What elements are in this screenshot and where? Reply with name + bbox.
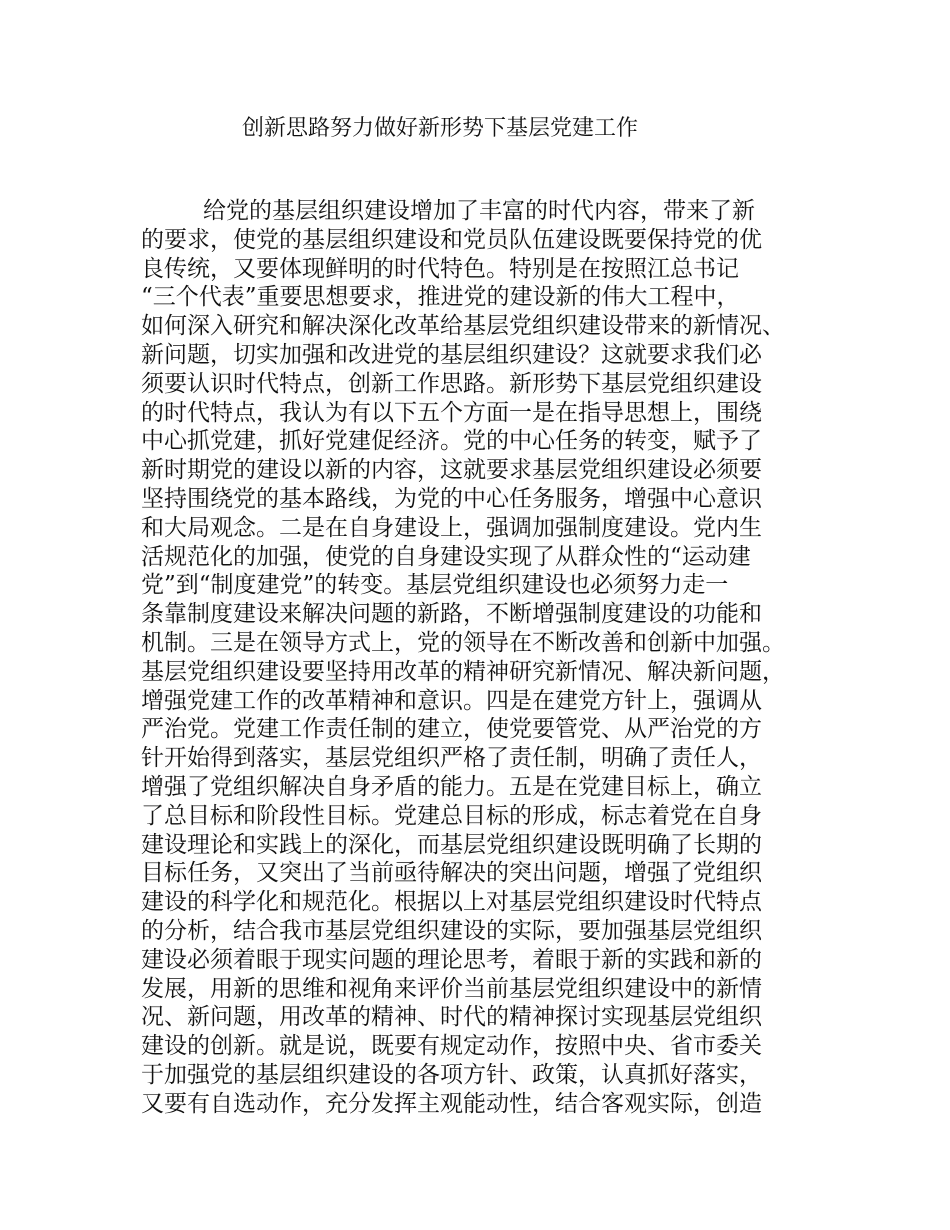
paragraph-line: 严治党。党建工作责任制的建立，使党要管党、从严治党的方	[141, 716, 762, 743]
paragraph-line: 的分析，结合我市基层党组织建设的实际，要加强基层党组织	[141, 917, 762, 944]
paragraph-line: 发展，用新的思维和视角来评价当前基层党组织建设中的新情	[141, 975, 762, 1002]
paragraph-line: 须要认识时代特点，创新工作思路。新形势下基层党组织建设	[141, 370, 762, 397]
paragraph-line: 活规范化的加强，使党的自身建设实现了从群众性的“运动建	[141, 543, 751, 570]
paragraph-line: 和大局观念。二是在自身建设上，强调加强制度建设。党内生	[141, 514, 762, 541]
paragraph-line: 建设理论和实践上的深化，而基层党组织建设既明确了长期的	[141, 831, 762, 858]
document-body	[141, 197, 821, 1119]
paragraph-line: “三个代表”重要思想要求，推进党的建设新的伟大工程中，	[141, 284, 740, 311]
paragraph-line: 基层党组织建设要坚持用改革的精神研究新情况、解决新问题，	[141, 658, 785, 685]
paragraph-line: 给党的基层组织建设增加了丰富的时代内容，带来了新	[203, 198, 755, 224]
paragraph-line: 党”到“制度建党”的转变。基层党组织建设也必须努力走一	[141, 572, 729, 599]
paragraph-line: 如何深入研究和解决深化改革给基层党组织建设带来的新情况、	[141, 313, 785, 340]
paragraph-line: 的时代特点，我认为有以下五个方面一是在指导思想上，围绕	[141, 399, 762, 426]
document-title: 创新思路努力做好新形势下基层党建工作	[241, 116, 638, 141]
paragraph-line: 中心抓党建，抓好党建促经济。党的中心任务的转变，赋予了	[141, 428, 762, 455]
paragraph-line: 坚持围绕党的基本路线，为党的中心任务服务，增强中心意识	[141, 485, 762, 512]
paragraph-line: 增强了党组织解决自身矛盾的能力。五是在党建目标上，确立	[141, 773, 762, 800]
paragraph-line: 又要有自选动作，充分发挥主观能动性，结合客观实际，创造	[141, 1090, 762, 1117]
paragraph-line: 条靠制度建设来解决问题的新路，不断增强制度建设的功能和	[141, 601, 762, 628]
paragraph-line: 了总目标和阶段性目标。党建总目标的形成，标志着党在自身	[141, 802, 762, 829]
paragraph-line: 新时期党的建设以新的内容，这就要求基层党组织建设必须要	[141, 457, 762, 484]
paragraph-line: 针开始得到落实，基层党组织严格了责任制，明确了责任人，	[141, 745, 762, 772]
paragraph-line: 目标任务，又突出了当前亟待解决的突出问题，增强了党组织	[141, 860, 762, 887]
paragraph-line: 建设的创新。就是说，既要有规定动作，按照中央、省市委关	[141, 1033, 762, 1060]
paragraph-line: 的要求，使党的基层组织建设和党员队伍建设既要保持党的优	[141, 226, 762, 253]
paragraph-line: 于加强党的基层组织建设的各项方针、政策，认真抓好落实，	[141, 1061, 762, 1088]
paragraph-line: 建设的科学化和规范化。根据以上对基层党组织建设时代特点	[141, 889, 762, 916]
paragraph-line: 况、新问题，用改革的精神、时代的精神探讨实现基层党组织	[141, 1004, 762, 1031]
paragraph-line: 新问题，切实加强和改进党的基层组织建设？这就要求我们必	[141, 341, 762, 368]
paragraph-line: 良传统，又要体现鲜明的时代特色。特别是在按照江总书记	[141, 255, 739, 282]
paragraph-line: 增强党建工作的改革精神和意识。四是在建党方针上，强调从	[141, 687, 762, 714]
paragraph-line: 建设必须着眼于现实问题的理论思考，着眼于新的实践和新的	[141, 946, 762, 973]
paragraph-line: 机制。三是在领导方式上，党的领导在不断改善和创新中加强。	[141, 629, 785, 656]
